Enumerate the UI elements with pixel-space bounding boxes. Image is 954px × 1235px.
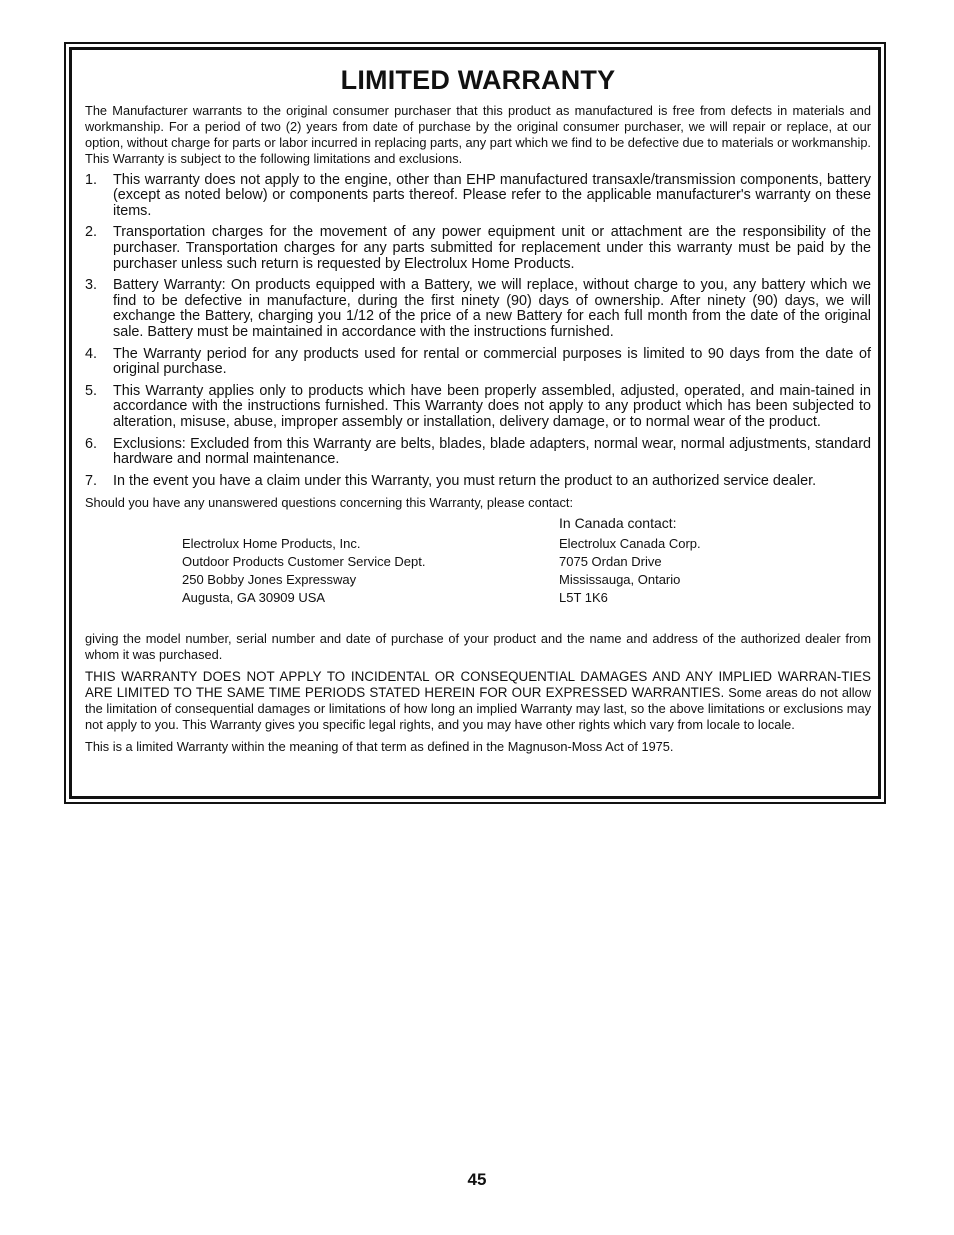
item-text: In the event you have a claim under this Warranty, you must return the product to an authorized service dealer. [113, 472, 817, 489]
disclaimer-rest: Some areas do not allow the limitation of consequential damages or limitations of how long an implied Warranty may last, so the above limitations or exclusions may not apply to you. This Warranty gives you specific legal rights, and you may have other rights which vary from locale to locale. [85, 684, 871, 732]
page-title: LIMITED WARRANTY [340, 65, 616, 95]
disclaimer-caps: THIS WARRANTY DOES NOT APPLY TO INCIDENTAL OR CONSEQUENTIAL DAMAGES AND ANY IMPLIED WARRAN-TIES ARE LIMITED TO THE SAME TIME PERIODS STATED HEREIN FOR OUR EXPRESSED WARRANTIES. [85, 669, 871, 700]
canada-contact-heading: In Canada contact: [559, 515, 677, 532]
canada-address-line: Mississauga, Ontario [559, 572, 681, 588]
list-item [85, 278, 871, 340]
item-number: 7. [85, 472, 98, 489]
limitations-list [85, 173, 871, 490]
warranty-content [85, 60, 871, 755]
item-text: Battery Warranty: On products equipped with a Battery, we will replace, without charge to you, any battery which we find to be defective in manufacture, during the first ninety (90) days of ownership. After ninety (90) days, we will exchange the Battery, charging you 1/12 of the price of a new Battery for each full month from the date of the original sale. Battery must be maintained in accordance with the instructions furnished. [113, 277, 871, 340]
us-address-line: 250 Bobby Jones Expressway [182, 572, 357, 588]
us-address-line: Electrolux Home Products, Inc. [182, 536, 361, 552]
list-item [85, 474, 871, 490]
giving-paragraph: giving the model number, serial number and date of purchase of your product and the name and address of the authorized dealer from whom it was purchased. [85, 631, 871, 663]
us-address-line: Outdoor Products Customer Service Dept. [182, 554, 426, 570]
item-number: 6. [85, 435, 98, 452]
list-item [85, 225, 871, 272]
list-item [85, 384, 871, 431]
intro-paragraph: The Manufacturer warrants to the original consumer purchaser that this product as manufactured is free from defects in materials and workmanship. For a period of two (2) years from date of purchase by the original consumer purchaser, we will repair or replace, at our option, without charge for parts or labor incurred in replacing parts, any part which we find to be defective due to materials or workmanship. This Warranty is subject to the following limitations and exclusions. [85, 103, 871, 166]
item-text: This warranty does not apply to the engine, other than EHP manufactured transaxle/transmission components, battery (except as noted below) or components parts thereof. Please refer to the applicable manufacturer's warranty on these items. [113, 171, 871, 219]
canada-address-line: 7075 Ordan Drive [559, 554, 662, 570]
canada-address-line: Electrolux Canada Corp. [559, 536, 701, 552]
item-text: The Warranty period for any products used for rental or commercial purposes is limited to 90 days from the date of original purchase. [113, 345, 871, 378]
item-number: 5. [85, 382, 98, 399]
us-address [182, 535, 426, 607]
item-text: Exclusions: Excluded from this Warranty are belts, blades, blade adapters, normal wear, normal adjustments, standard hardware and normal maintenance. [113, 435, 871, 468]
canada-address [559, 535, 701, 607]
disclaimer-paragraph [85, 669, 871, 733]
us-address-line: Augusta, GA 30909 USA [182, 590, 326, 606]
item-number: 1. [85, 171, 98, 188]
addresses [85, 535, 871, 625]
magnuson-moss-statement: This is a limited Warranty within the meaning of that term as defined in the Magnuson-Moss Act of 1975. [85, 738, 674, 754]
list-item [85, 173, 871, 220]
item-text: This Warranty applies only to products which have been properly assembled, adjusted, operated, and main-tained in accordance with the instructions furnished. This Warranty does not apply to any product which has been subjected to alteration, misuse, abuse, improper assembly or installation, delivery damage, or to normal wear of the product. [113, 382, 871, 430]
canada-address-line: L5T 1K6 [559, 590, 608, 606]
item-number: 2. [85, 224, 98, 241]
item-number: 3. [85, 277, 98, 294]
page-number: 45 [467, 1170, 487, 1189]
item-text: Transportation charges for the movement of any power equipment unit or attachment are the responsibility of the purchaser. Transportation charges for any parts submitted for replacement under this warranty must be paid by the purchaser unless such return is requested by Electrolux Home Products. [113, 224, 871, 272]
item-number: 4. [85, 345, 98, 362]
contact-intro: Should you have any unanswered questions concerning this Warranty, please contact: [85, 495, 573, 511]
list-item [85, 347, 871, 378]
list-item [85, 437, 871, 468]
